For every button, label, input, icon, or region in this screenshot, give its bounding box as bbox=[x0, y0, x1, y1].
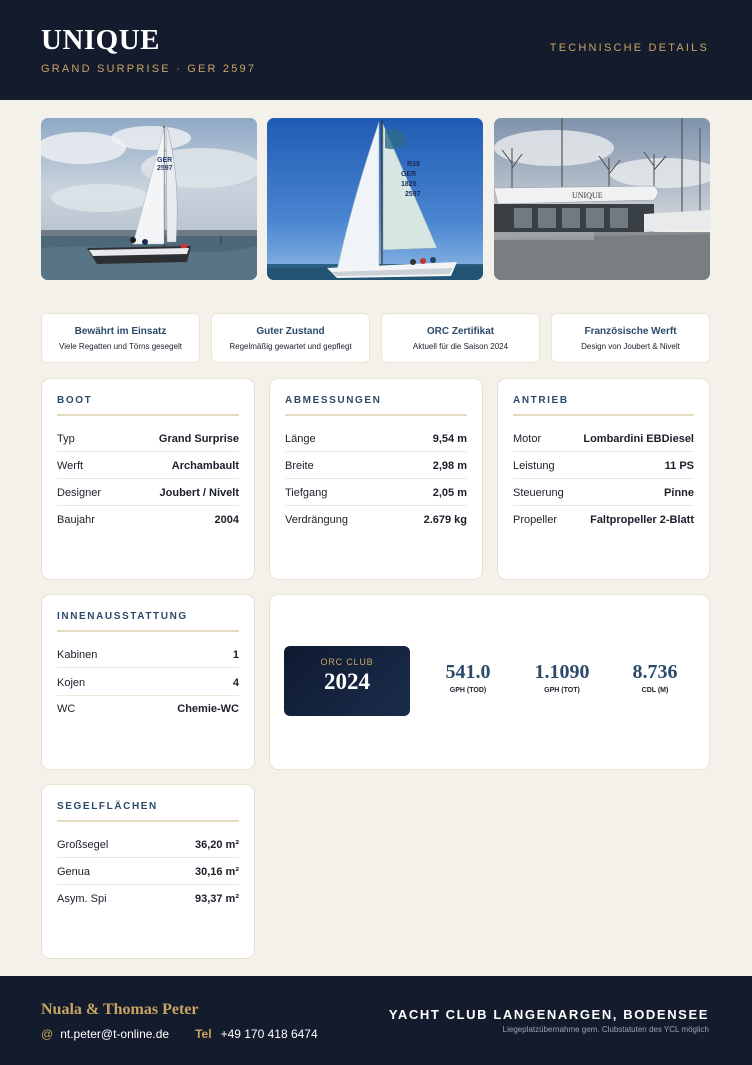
feature-title: Bewährt im Einsatz bbox=[74, 326, 167, 337]
card-divider bbox=[285, 414, 467, 416]
spec-label: Kojen bbox=[57, 677, 86, 689]
card-divider bbox=[57, 630, 239, 632]
spec-value: Lombardini EBDiesel bbox=[583, 433, 694, 445]
sailing-photo-1 bbox=[41, 118, 257, 280]
stat-label: GPH (TOD) bbox=[449, 687, 487, 694]
contact-line bbox=[41, 1027, 318, 1041]
spec-row bbox=[57, 641, 239, 668]
spec-value: 2004 bbox=[214, 514, 239, 526]
spec-label: Großsegel bbox=[57, 839, 109, 851]
stat-value: 1.1090 bbox=[534, 661, 590, 683]
owner-names: Nuala & Thomas Peter bbox=[41, 1001, 199, 1018]
spec-value: Pinne bbox=[664, 487, 694, 499]
feature-subtitle: Viele Regatten und Törns gesegelt bbox=[59, 342, 182, 351]
sail-number-text: R38 bbox=[407, 161, 420, 168]
sail-number-text: 2597 bbox=[157, 165, 173, 172]
card-divider bbox=[57, 820, 239, 822]
sail-number-text: GER bbox=[157, 157, 173, 164]
card-title: INNENAUSSTATTUNG bbox=[57, 611, 188, 622]
hull-name-text: UNIQUE bbox=[572, 191, 603, 200]
feature-title: Französische Werft bbox=[584, 326, 677, 337]
spec-label: Typ bbox=[57, 433, 75, 445]
spec-row bbox=[57, 858, 239, 885]
spec-value: 2.679 kg bbox=[423, 514, 467, 526]
orc-stat-gph-tot bbox=[522, 661, 602, 694]
photo-gallery bbox=[41, 118, 710, 280]
stat-label: GPH (TOT) bbox=[544, 687, 580, 694]
spec-row bbox=[285, 506, 467, 533]
feature-werft bbox=[551, 313, 710, 363]
spec-row bbox=[513, 452, 694, 479]
harbor-photo bbox=[494, 118, 710, 280]
spec-value: Chemie-WC bbox=[177, 703, 239, 715]
spec-value: 1 bbox=[232, 649, 239, 661]
spec-row bbox=[57, 831, 239, 858]
spec-row bbox=[57, 425, 239, 452]
header bbox=[0, 0, 752, 100]
spec-label: Verdrängung bbox=[285, 514, 348, 526]
spec-row bbox=[57, 695, 239, 722]
spec-label: Motor bbox=[513, 433, 542, 445]
spec-label: Designer bbox=[57, 487, 102, 499]
spec-label: WC bbox=[57, 703, 76, 715]
stat-value: 541.0 bbox=[445, 661, 491, 683]
club-note: Liegeplatzübernahme gem. Clubstatuten des YCL möglich bbox=[502, 1025, 709, 1034]
feature-title: Guter Zustand bbox=[256, 326, 325, 337]
orc-label: ORC CLUB bbox=[320, 657, 374, 667]
boot-card bbox=[41, 378, 255, 580]
feature-bewaehrt bbox=[41, 313, 200, 363]
spec-label: Breite bbox=[285, 460, 314, 472]
spec-label: Propeller bbox=[513, 514, 558, 526]
sail-number-text: GER bbox=[401, 171, 417, 178]
spec-label: Baujahr bbox=[57, 514, 95, 526]
spec-value: 30,16 m² bbox=[194, 866, 239, 878]
phone-link[interactable]: +49 170 418 6474 bbox=[220, 1027, 318, 1041]
spec-value: 2,98 m bbox=[432, 460, 467, 472]
spec-row bbox=[57, 885, 239, 912]
spec-row bbox=[57, 669, 239, 696]
card-divider bbox=[513, 414, 694, 416]
abmessungen-card bbox=[269, 378, 483, 580]
spec-value: 9,54 m bbox=[432, 433, 467, 445]
sail-number-text: 2597 bbox=[405, 191, 421, 198]
spec-label: Leistung bbox=[513, 460, 555, 472]
spec-row bbox=[285, 425, 467, 452]
feature-title: ORC Zertifikat bbox=[426, 326, 495, 337]
feature-orc bbox=[381, 313, 540, 363]
orc-stat-cdl bbox=[615, 661, 695, 694]
spec-row bbox=[57, 452, 239, 479]
sailing-photo-2 bbox=[267, 118, 483, 280]
spec-row bbox=[513, 506, 694, 533]
email-link[interactable]: nt.peter@t-online.de bbox=[60, 1027, 170, 1041]
segelflaechen-card bbox=[41, 784, 255, 959]
feature-subtitle: Regelmäßig gewartet und gepflegt bbox=[229, 342, 352, 351]
spec-row bbox=[57, 506, 239, 533]
spec-label: Asym. Spi bbox=[57, 893, 107, 905]
spec-label: Werft bbox=[57, 460, 84, 472]
orc-year: 2024 bbox=[324, 669, 370, 694]
spec-label: Genua bbox=[57, 866, 91, 878]
card-divider bbox=[57, 414, 239, 416]
spec-row bbox=[513, 479, 694, 506]
spec-row bbox=[57, 479, 239, 506]
orc-badge bbox=[284, 646, 410, 716]
section-label: TECHNISCHE DETAILS bbox=[549, 42, 709, 54]
email-icon: @ bbox=[41, 1027, 54, 1041]
card-title: SEGELFLÄCHEN bbox=[57, 801, 158, 812]
spec-row bbox=[285, 479, 467, 506]
boat-subtitle: GRAND SURPRISE · GER 2597 bbox=[41, 63, 257, 75]
spec-value: 11 PS bbox=[664, 460, 694, 472]
phone-label: Tel bbox=[195, 1027, 212, 1041]
feature-zustand bbox=[211, 313, 370, 363]
spec-value: 2,05 m bbox=[432, 487, 467, 499]
boat-name-title: UNIQUE bbox=[41, 24, 161, 56]
spec-label: Länge bbox=[285, 433, 316, 445]
spec-label: Tiefgang bbox=[285, 487, 328, 499]
spec-value: 36,20 m² bbox=[194, 839, 239, 851]
spec-value: Grand Surprise bbox=[158, 433, 239, 445]
spec-value: Faltpropeller 2-Blatt bbox=[590, 514, 694, 526]
card-title: ABMESSUNGEN bbox=[285, 395, 382, 406]
feature-subtitle: Aktuell für die Saison 2024 bbox=[412, 342, 509, 351]
spec-value: 4 bbox=[232, 677, 239, 689]
sail-number-text: 1825 bbox=[401, 181, 417, 188]
spec-value: Archambault bbox=[171, 460, 239, 472]
card-title: BOOT bbox=[57, 395, 93, 406]
orc-stat-gph-tod bbox=[428, 661, 508, 694]
spec-label: Steuerung bbox=[513, 487, 564, 499]
antrieb-card bbox=[497, 378, 710, 580]
club-name: YACHT CLUB LANGENARGEN, BODENSEE bbox=[388, 1007, 709, 1022]
card-title: ANTRIEB bbox=[513, 395, 569, 406]
stat-value: 8.736 bbox=[632, 661, 678, 683]
spec-label: Kabinen bbox=[57, 649, 98, 661]
innenausstattung-card bbox=[41, 594, 255, 770]
footer bbox=[0, 976, 752, 1065]
spec-value: Joubert / Nivelt bbox=[159, 487, 239, 499]
feature-subtitle: Design von Joubert & Nivelt bbox=[581, 342, 680, 351]
orc-card bbox=[269, 594, 710, 770]
spec-row bbox=[285, 452, 467, 479]
spec-value: 93,37 m² bbox=[194, 893, 239, 905]
stat-label: CDL (M) bbox=[641, 687, 669, 694]
spec-row bbox=[513, 425, 694, 452]
